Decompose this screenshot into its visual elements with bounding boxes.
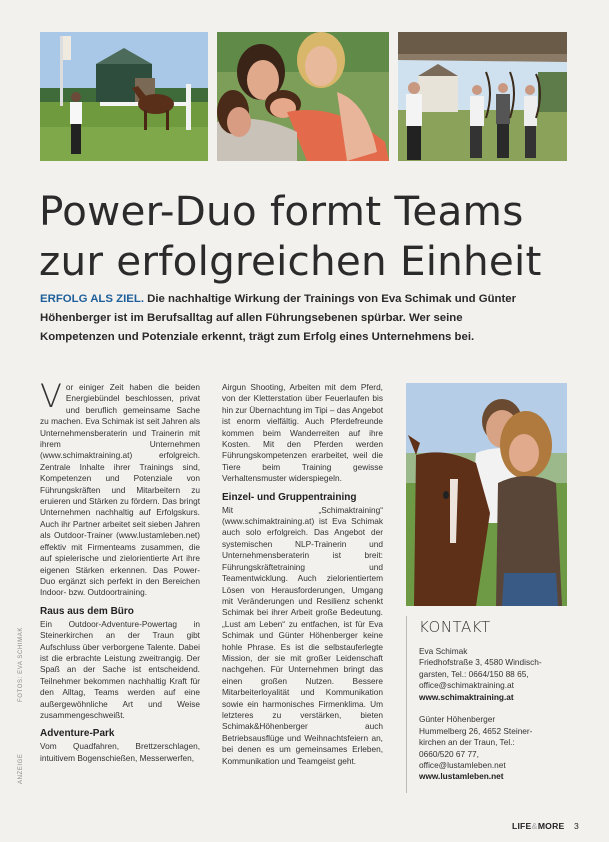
- contact-street-1: Friedhofstraße 3, 4580 Windisch-: [419, 657, 542, 668]
- contact-email-1[interactable]: office@schimaktraining.at: [419, 680, 514, 691]
- contact-email-2[interactable]: office@lustamleben.net: [419, 760, 506, 771]
- contact-city-1: garsten, Tel.: 0664/150 88 65,: [419, 668, 529, 679]
- intro-paragraph: [40, 377, 201, 599]
- page-title: [39, 186, 579, 286]
- lead-paragraph: [40, 290, 568, 347]
- paragraph-training: Mit „Schimaktraining“ (www.schimaktraining.at) ist Eva Schimak auch solo erfolgreich. Das Angebot der systemischen NLP-Trainerin und Unternehmensberaterin ist breit: Führungskräftetraining und Teamentwicklung. Auch zielorientiertem Lösen von Herausforderungen, Umgang mit Veränderungen und Resilienz schenkt Schimak bei ihrer Arbeit große Bedeutung. „Lust am Leben“ zu entfachen, ist für Eva Schimak und Günter Höhenberger keine hohle Phrase. Es ist die selbstauferlegte Mission, der sie mit großer Leidenschaft nachgehen. Für Unternehmen bringt das einen großen Nutzen. Bessere Mitarbeiterloyalität und Kommunikation sowie ein harmonisches Firmenklima. Um letzteres zu verstärken, bieten Schimak&Höhenberger auch Betriebsausflüge und Weihnachtsfeiern an, bei denen es um gemeinsames Erleben, Kommunikation und Teamgeist geht.: [222, 504, 383, 766]
- magazine-brand: [512, 821, 564, 831]
- ad-label: ANZEIGE: [18, 753, 24, 784]
- subheading-raus-aus-dem-buero: Raus aus dem Büro: [40, 605, 134, 617]
- brand-life: LIFE: [512, 821, 532, 831]
- contact-web-1[interactable]: www.schimaktraining.at: [419, 691, 514, 702]
- photo-archery: [398, 32, 567, 161]
- contact-street-2: Hummelberg 26, 4652 Steiner-: [419, 725, 533, 736]
- subheading-adventure-park: Adventure-Park: [40, 728, 115, 740]
- kontakt-details: [419, 646, 569, 783]
- photo-credit: FOTOS: EVA SCHIMAK: [18, 627, 24, 702]
- kontakt-divider: [406, 616, 407, 793]
- article-column-1: [40, 377, 201, 764]
- brand-ampersand: &: [531, 821, 538, 831]
- article-column-2: [222, 382, 383, 767]
- subheading-einzel-gruppentraining: Einzel- und Gruppentraining: [222, 491, 357, 503]
- intro-text: or einiger Zeit haben die beiden Energiebündel beschlossen, privat und beruflich gemeinsame Sache zu machen. Eva Schimak ist seit Jahren als Unternehmensberaterin und Trainerin mit ihrem Unternehmen (www.schimaktraining.at) erfolgreich. Zentrale Inhalte ihrer Trainings sind, Kompetenzen und Potenziale von Führungskräften und Mitarbeitern zu eruieren und Stärken zu fördern. Das bringt Unternehmen nachhaltig auf Erfolgskurs. Auch ihr Partner arbeitet seit sieben Jahren als Outdoor-Trainer (www.lustamleben.net) effektiv mit Firmenteams zusammen, die auf spielerische und zielorientierte Art ihre eigenen Stärken erkennen. Das Power-Duo ergänzt sich perfekt in den Bereichen Indoor- bzw. Outdoortraining.: [40, 382, 201, 598]
- contact-city-2: kirchen an der Traun, Tel.:: [419, 737, 515, 748]
- contact-name-2: Günter Höhenberger: [419, 714, 496, 725]
- contact-phone-2: 0660/520 67 77,: [419, 748, 479, 759]
- page-number: 3: [574, 821, 579, 831]
- contact-name-1: Eva Schimak: [419, 646, 468, 656]
- kontakt-heading: KONTAKT: [419, 618, 491, 636]
- photo-horse-field: [40, 32, 208, 161]
- lead-kicker: ERFOLG ALS ZIEL.: [40, 293, 144, 305]
- contact-spacer: [419, 703, 569, 714]
- lead-line-1-rest: Die nachhaltige Wirkung der Trainings von Eva Schimak und Günter: [144, 293, 517, 305]
- paragraph-outdoor: Ein Outdoor-Adventure-Powertag in Steinerkirchen an der Traun gibt Aufschluss über verborgene Talente. Dabei ist die erbrachte Leistung zweitrangig. Der Spaß an der Sache ist entscheidend. Teilnehmer bekommen nachhaltig Kraft für den Alltag, Teams werden auf eine außergewöhnliche Art und Weise zusammengeschweißt.: [40, 618, 200, 720]
- paragraph-adventure: Vom Quadfahren, Brettzerschlagen, intuitivem Bogenschießen, Messerwerfen,: [40, 741, 200, 763]
- drop-cap: V: [40, 377, 62, 415]
- lead-line-2: Höhenberger ist im Berufsalltag auf allen Führungsebenen spürbar. Wer seine: [40, 312, 463, 324]
- brand-more: MORE: [537, 821, 565, 831]
- title-line-1: Power-Duo formt Teams: [39, 187, 524, 235]
- lead-line-3: Kompetenzen und Potenziale erkennt, trägt zum Erfolg eines Unternehmens bei.: [40, 331, 475, 343]
- contact-web-2[interactable]: www.lustamleben.net: [419, 771, 504, 782]
- title-line-2: zur erfolgreichen Einheit: [39, 237, 542, 285]
- photo-team-exercise: [217, 32, 389, 161]
- photo-portrait-with-horse: [406, 383, 567, 606]
- paragraph-activities: Airgun Shooting, Arbeiten mit dem Pferd, von der Kletterstation über Feuerlaufen bis hin zur Übernachtung im Tipi – das Angebot ist enorm vielfältig. Auch Pferdefreunde kommen beim Wanderreiten auf ihre Kosten. Mit den Pferden werden Führungskompetenzen erarbeitet, weil die Tiere beim Training gewisse Verhaltensmuster widerspiegeln.: [222, 382, 383, 484]
